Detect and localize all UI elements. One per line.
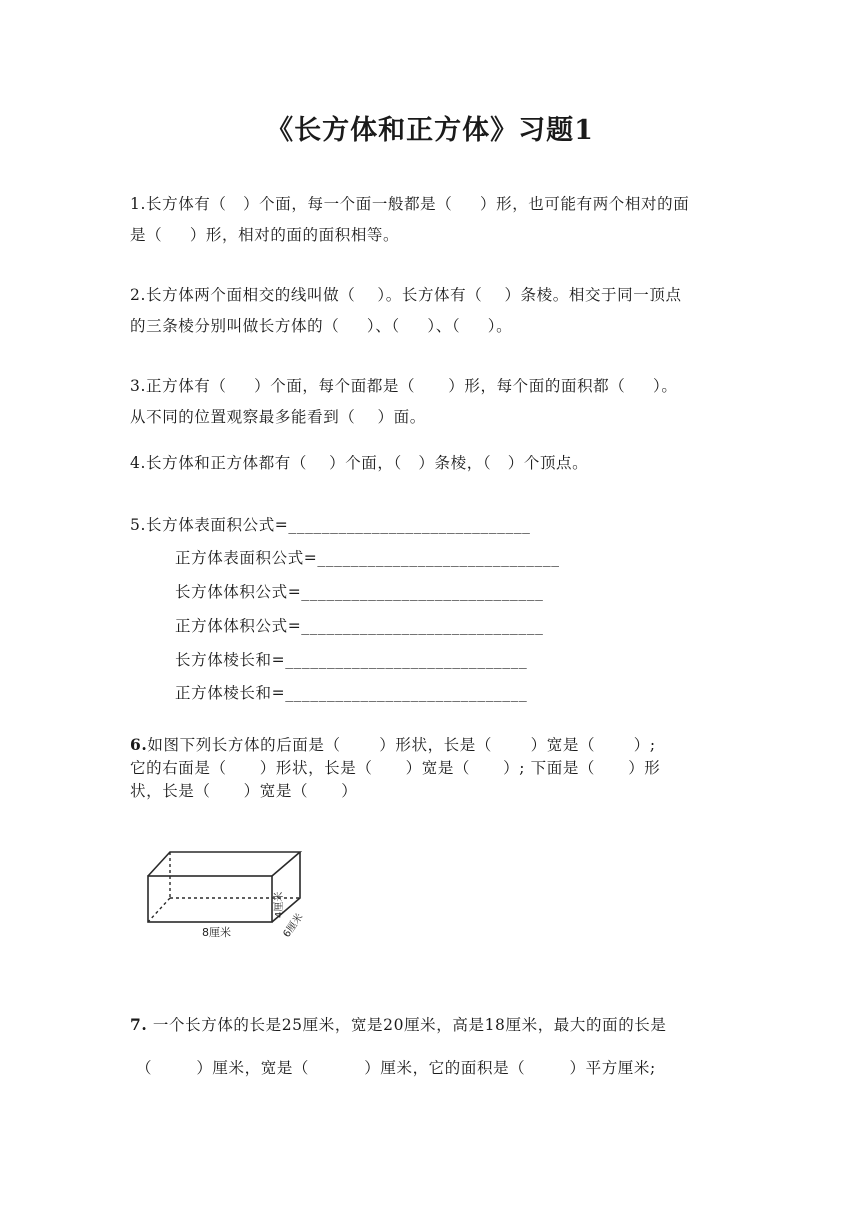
cuboid-front-face (148, 876, 272, 922)
cuboid-height-label: 4厘米 (274, 891, 285, 918)
question-5-line-3: 长方体体积公式=_____________________________ (175, 583, 544, 601)
question-6-line-2: 它的右面是（ ）形状，长是（ ）宽是（ ）; 下面是（ ）形 (130, 759, 661, 777)
question-5-line-1: 5.长方体表面积公式=_____________________________ (130, 516, 531, 534)
page-title: 《长方体和正方体》习题1 (266, 115, 594, 146)
question-4-line-1: 4.长方体和正方体都有（ ）个面，（ ）条棱，（ ）个顶点。 (130, 454, 589, 472)
question-6-line-1 (130, 733, 656, 755)
question-7-line-2: （ ）厘米，宽是（ ）厘米，它的面积是（ ）平方厘米; (136, 1059, 656, 1077)
question-3-line-1: 3.正方体有（ ）个面，每个面都是（ ）形，每个面的面积都（ ）。 (130, 377, 678, 395)
cuboid-figure (140, 846, 340, 946)
question-5-line-2: 正方体表面积公式=_____________________________ (175, 549, 560, 567)
cuboid-length-label: 8厘米 (202, 926, 231, 939)
question-5-line-5: 长方体棱长和=_____________________________ (175, 651, 528, 669)
question-1-line-2: 是（ ）形，相对的面的面积相等。 (130, 226, 400, 244)
question-7-number: 7. (130, 1015, 148, 1034)
question-6-number: 6. (130, 735, 148, 754)
cuboid-diagram (140, 846, 340, 946)
question-2-line-1: 2.长方体两个面相交的线叫做（ ）。长方体有（ ）条棱。相交于同一顶点 (130, 286, 682, 304)
question-6-line-1-text: 如图下列长方体的后面是（ ）形状，长是（ ）宽是（ ）; (147, 736, 656, 754)
cuboid-width-label: 6厘米 (281, 911, 306, 940)
cuboid-top-face (148, 852, 300, 876)
question-5-line-6: 正方体棱长和=_____________________________ (175, 684, 528, 702)
question-7-line-1 (130, 1013, 667, 1035)
question-5-line-4: 正方体体积公式=_____________________________ (175, 617, 544, 635)
question-3-line-2: 从不同的位置观察最多能看到（ ）面。 (130, 408, 426, 426)
question-6-line-3: 状，长是（ ）宽是（ ） (130, 782, 358, 800)
question-7-line-1-text: 一个长方体的长是25厘米，宽是20厘米，高是18厘米，最大的面的长是 (147, 1016, 667, 1034)
question-2-line-2: 的三条棱分别叫做长方体的（ ）、（ ）、（ ）。 (130, 317, 513, 335)
question-1-line-1: 1.长方体有（ ）个面，每一个面一般都是（ ）形，也可能有两个相对的面 (130, 195, 690, 213)
